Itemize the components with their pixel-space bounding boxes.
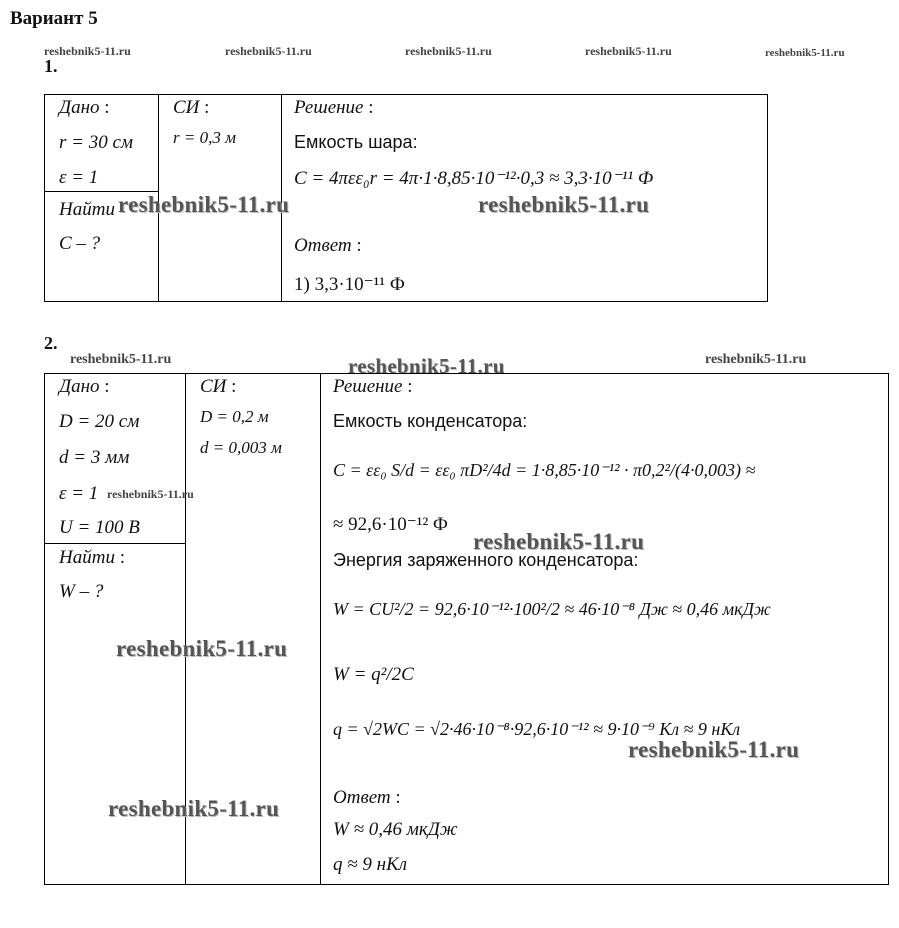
solution-column: Решение : Емкость шара: C = 4πεε₀r = 4π·1·8,85·10⁻¹²·0,3 ≈ 3,3·10⁻¹¹ Ф Ответ : 1) 3,3·10⁻¹¹ Ф xyxy=(282,95,768,302)
given-item: D = 20 см xyxy=(59,411,140,432)
find-item: W – ? xyxy=(59,581,104,602)
watermark: reshebnik5-11.ru xyxy=(108,796,280,821)
watermark: reshebnik5-11.ru xyxy=(348,354,505,378)
problem-number: 2. xyxy=(44,333,58,353)
si-item: D = 0,2 м xyxy=(200,407,269,426)
given-item: ε = 1 xyxy=(59,167,99,188)
capacity-text: Емкость конденсатора: xyxy=(333,411,528,431)
answer-value: 1) 3,3·10⁻¹¹ Ф xyxy=(294,274,405,295)
answer-value: W ≈ 0,46 мкДж xyxy=(333,819,458,840)
watermark: reshebnik5-11.ru xyxy=(405,44,492,58)
page-heading: Вариант 5 xyxy=(10,8,98,29)
watermark: reshebnik5-11.ru xyxy=(705,352,807,367)
energy-formula: W = CU²/2 = 92,6·10⁻¹²·100²/2 ≈ 46·10⁻⁸ Дж ≈ 0,46 мкДж xyxy=(333,599,771,619)
watermark: reshebnik5-11.ru xyxy=(225,44,312,58)
formula: C = 4πεε₀r = 4π·1·8,85·10⁻¹²·0,3 ≈ 3,3·10⁻¹¹ Ф xyxy=(294,168,654,189)
given-item: U = 100 В xyxy=(59,517,140,538)
si-item: r = 0,3 м xyxy=(173,128,236,147)
given-column: Дано : D = 20 см d = 3 мм ε = 1 U = 100 В Найти : W – ? xyxy=(45,374,186,885)
given-item: d = 3 мм xyxy=(59,447,130,468)
capacity-formula: C = εε₀ S/d = εε₀ πD²/4d = 1·8,85·10⁻¹² · π0,2²/(4·0,003) ≈ xyxy=(333,460,756,480)
watermark: reshebnik5-11.ru xyxy=(478,192,650,217)
answer-label: Ответ xyxy=(333,787,391,808)
charge-formula: q = √2WC = √2·46·10⁻⁸·92,6·10⁻¹² ≈ 9·10⁻⁹ Кл ≈ 9 нКл xyxy=(333,719,741,739)
answer-label: Ответ xyxy=(294,235,352,256)
si-column: СИ : r = 0,3 м xyxy=(159,95,282,302)
solution-text: Емкость шара: xyxy=(294,132,418,152)
given-item: ε = 1 xyxy=(59,483,99,504)
si-item: d = 0,003 м xyxy=(200,438,282,457)
given-label: Дано xyxy=(59,376,100,397)
si-column: СИ : D = 0,2 м d = 0,003 м xyxy=(186,374,321,885)
watermark: reshebnik5-11.ru xyxy=(473,529,645,554)
si-label: СИ xyxy=(173,97,200,118)
solution-label: Решение xyxy=(294,97,364,118)
si-label: СИ xyxy=(200,376,227,397)
watermark: reshebnik5-11.ru xyxy=(628,737,800,762)
watermark: reshebnik5-11.ru xyxy=(118,192,290,217)
answer-value: q ≈ 9 нКл xyxy=(333,854,408,875)
problem-number: 1. xyxy=(44,56,58,76)
watermark: reshebnik5-11.ru xyxy=(765,47,845,59)
solution-column: Решение : Емкость конденсатора: C = εε₀ S/d = εε₀ πD²/4d = 1·8,85·10⁻¹² · π0,2²/(4·0,003) ≈ ≈ 92,6·10⁻¹² Ф Энергия заряженного конденсатора: W = CU²/2 = 92,6·10⁻¹²·100²/2 ≈ 46·10⁻⁸ Дж ≈ 0,46 мкДж W = q²/2C q = √2WC = √2·46·10⁻⁸·92,6·10⁻¹² ≈ 9·10⁻⁹ Кл ≈ 9 нКл Ответ : W ≈ 0,46 мкДж q ≈ 9 нКл xyxy=(321,374,889,885)
solution-label: Решение xyxy=(333,376,403,397)
watermark: reshebnik5-11.ru xyxy=(44,44,131,58)
watermark: reshebnik5-11.ru xyxy=(107,487,194,501)
find-label: Найти xyxy=(59,547,115,568)
find-item: C – ? xyxy=(59,233,101,254)
energy-formula-2: W = q²/2C xyxy=(333,664,414,685)
watermark: reshebnik5-11.ru xyxy=(70,352,172,367)
given-column: Дано : r = 30 см ε = 1 Найти C – ? xyxy=(45,95,159,302)
find-label: Найти xyxy=(59,199,115,220)
given-item: r = 30 см xyxy=(59,132,134,153)
watermark: reshebnik5-11.ru xyxy=(585,44,672,58)
capacity-result: ≈ 92,6·10⁻¹² Ф xyxy=(333,514,448,535)
given-label: Дано xyxy=(59,97,100,118)
watermark: reshebnik5-11.ru xyxy=(116,636,288,661)
energy-text: Энергия заряженного конденсатора: xyxy=(333,550,639,570)
